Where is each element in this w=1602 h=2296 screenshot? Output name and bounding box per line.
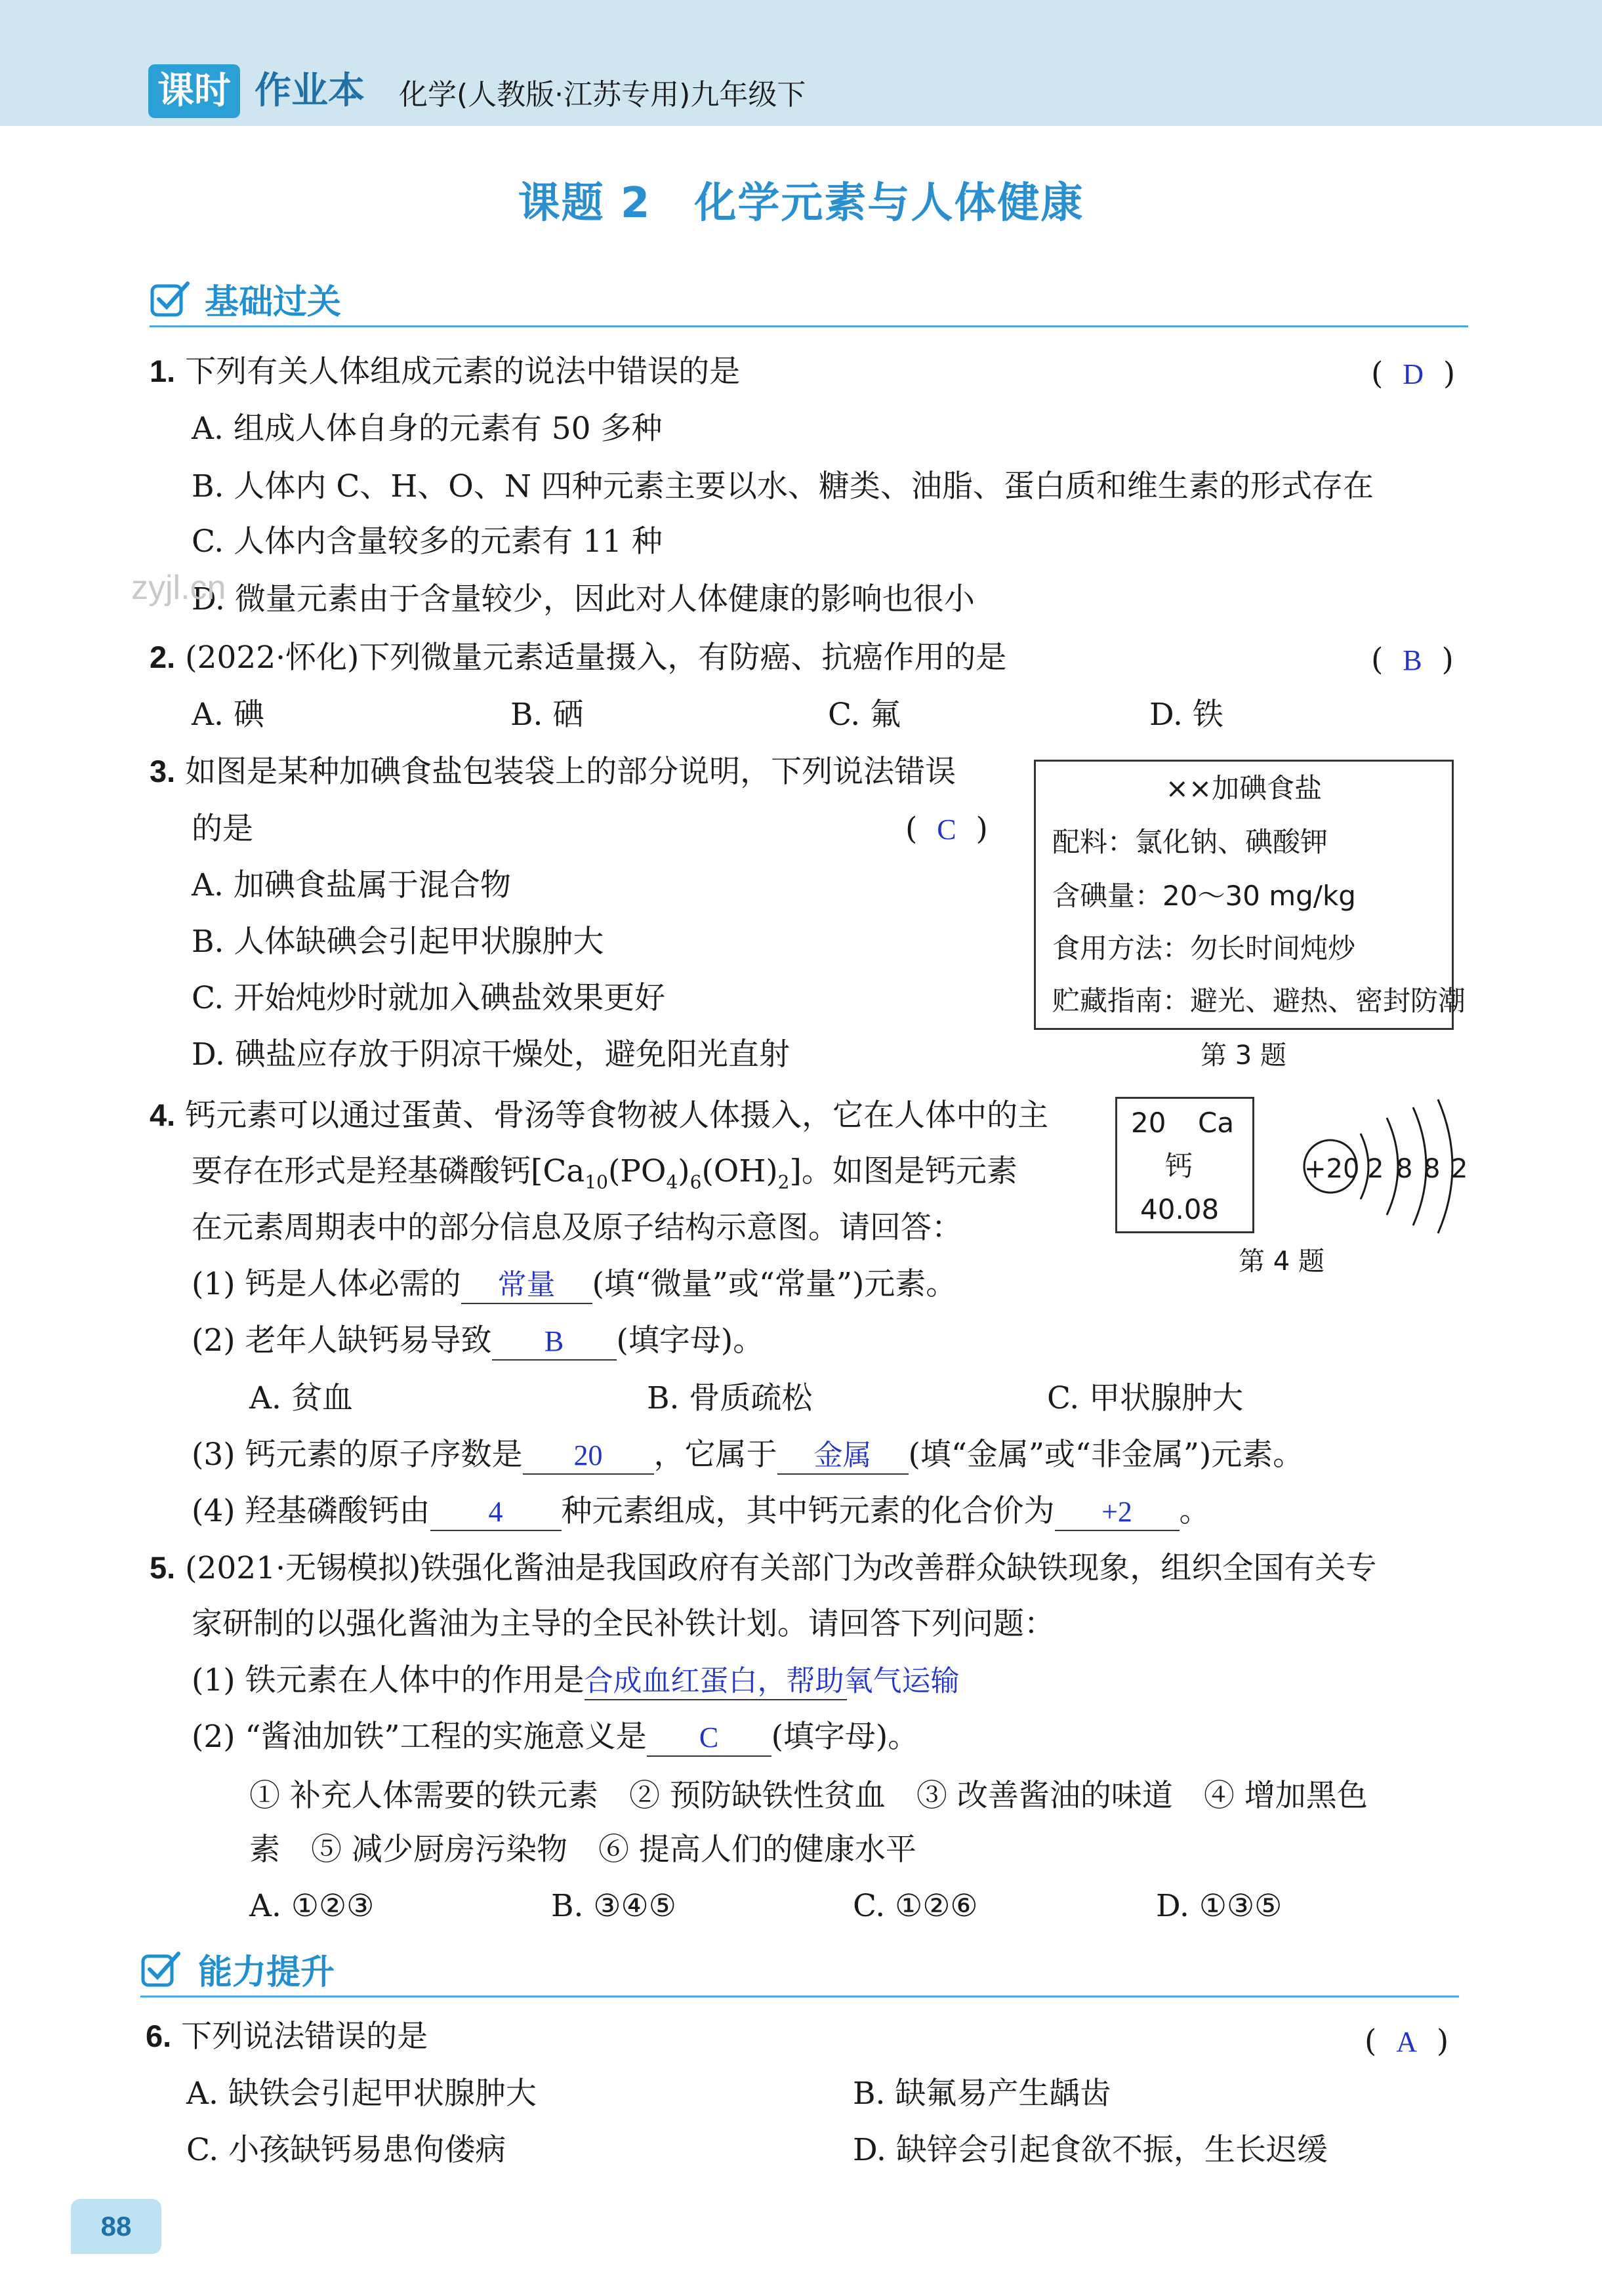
option-a: A. 缺铁会引起甲状腺肿大 bbox=[186, 2076, 537, 2112]
answer-bracket-q3: ( C ) bbox=[905, 811, 988, 847]
checkbox-icon bbox=[140, 1950, 182, 1992]
option-d: D. ①③⑤ bbox=[1156, 1888, 1283, 1924]
salt-label-line: 贮藏指南：避光、避热、密封防潮 bbox=[1052, 985, 1466, 1017]
question-4-formula-line: 要存在形式是羟基磷酸钙$[Ca_{10}(PO_4)_6(OH)_2]$。如图是钙元素 bbox=[192, 1153, 1017, 1193]
element-symbol: Ca bbox=[1198, 1107, 1235, 1139]
option-a: A. 加碘食盐属于混合物 bbox=[192, 867, 511, 903]
q4-part-3: (3) 钙元素的原子序数是 20 ，它属于 金属 (填“金属”或“非金属”)元素。 bbox=[192, 1435, 1304, 1475]
nucleus-charge: +20 bbox=[1304, 1154, 1360, 1184]
figure-caption: 第 4 题 bbox=[1239, 1246, 1325, 1277]
salt-label-line: 配料：氯化钠、碘酸钾 bbox=[1052, 826, 1328, 858]
q4-part-1: (1) 钙是人体必需的 常量 (填“微量”或“常量”)元素。 bbox=[192, 1265, 956, 1304]
question-5: 5. (2021·无锡模拟)铁强化酱油是我国政府有关部门为改善群众缺铁现象，组织全国有关专 bbox=[150, 1550, 1377, 1586]
figure-caption: 第 3 题 bbox=[1201, 1040, 1286, 1071]
shell-electrons: 8 bbox=[1424, 1154, 1441, 1184]
salt-label-line: 食用方法：勿长时间炖炒 bbox=[1052, 932, 1356, 964]
question-4: 4. 钙元素可以通过蛋黄、骨汤等食物被人体摄入，它在人体中的主 bbox=[150, 1097, 1049, 1134]
section-divider bbox=[150, 325, 1468, 327]
q5-items: ① 补充人体需要的铁元素 ② 预防缺铁性贫血 ③ 改善酱油的味道 ④ 增加黑色 bbox=[249, 1778, 1368, 1814]
question-2: 2. (2022·怀化)下列微量元素适量摄入，有防癌、抗癌作用的是 bbox=[150, 640, 1007, 676]
option-d: D. 微量元素由于含量较少，因此对人体健康的影响也很小 bbox=[192, 581, 975, 617]
answer-bracket-q6: ( A ) bbox=[1365, 2023, 1449, 2059]
option-c: C. 氟 bbox=[828, 697, 901, 733]
option-c: C. 开始炖炒时就加入碘盐效果更好 bbox=[192, 980, 666, 1016]
section-advanced-title: 能力提升 bbox=[198, 1953, 335, 1992]
question-4-cont: 在元素周期表中的部分信息及原子结构示意图。请回答： bbox=[192, 1210, 962, 1246]
salt-label-line: 含碘量：20～30 mg/kg bbox=[1052, 880, 1356, 912]
page-title: 课题 2 化学元素与人体健康 bbox=[518, 179, 1084, 228]
option-b: B. 骨质疏松 bbox=[647, 1380, 813, 1416]
answer-bracket-q2: ( B ) bbox=[1371, 642, 1454, 678]
checkbox-icon bbox=[150, 279, 192, 321]
option-d: D. 铁 bbox=[1149, 697, 1223, 733]
question-6: 6. 下列说法错误的是 bbox=[146, 2019, 428, 2055]
element-name: 钙 bbox=[1165, 1150, 1193, 1182]
option-b: B. ③④⑤ bbox=[551, 1888, 676, 1924]
q4-part-4: (4) 羟基磷酸钙由 4 种元素组成，其中钙元素的化合价为 +2 。 bbox=[192, 1492, 1210, 1531]
salt-label-title: ××加碘食盐 bbox=[1165, 772, 1323, 804]
q4-part-2: (2) 老年人缺钙易导致 B (填字母)。 bbox=[192, 1321, 764, 1361]
answer-bracket-q1: ( D ) bbox=[1371, 356, 1456, 392]
option-c: C. 甲状腺肿大 bbox=[1047, 1380, 1244, 1416]
question-1: 1. 下列有关人体组成元素的说法中错误的是 bbox=[150, 354, 741, 390]
section-divider bbox=[140, 1996, 1459, 1998]
section-basic-title: 基础过关 bbox=[205, 283, 342, 322]
atomic-mass: 40.08 bbox=[1140, 1193, 1220, 1225]
q5-part-1: (1) 铁元素在人体中的作用是合成血红蛋白，帮助氧气运输 bbox=[192, 1661, 847, 1700]
option-c: C. 人体内含量较多的元素有 11 种 bbox=[192, 523, 663, 560]
option-b: B. 缺氟易产生龋齿 bbox=[853, 2076, 1111, 2112]
option-a: A. 组成人体自身的元素有 50 多种 bbox=[192, 411, 663, 447]
option-a: A. 碘 bbox=[192, 697, 264, 733]
question-3-cont: 的是 bbox=[192, 811, 253, 847]
q5-items-cont: 素 ⑤ 减少厨房污染物 ⑥ 提高人们的健康水平 bbox=[249, 1832, 916, 1868]
option-b: B. 人体缺碘会引起甲状腺肿大 bbox=[192, 924, 604, 960]
option-d: D. 碘盐应存放于阴凉干燥处，避免阳光直射 bbox=[192, 1036, 790, 1073]
logo-text: 作业本 bbox=[255, 70, 365, 112]
option-a: A. ①②③ bbox=[249, 1888, 375, 1924]
watermark: zyjl.cn bbox=[131, 569, 226, 607]
shell-electrons: 2 bbox=[1451, 1154, 1468, 1184]
question-3: 3. 如图是某种加碘食盐包装袋上的部分说明，下列说法错误 bbox=[150, 754, 956, 790]
option-d: D. 缺锌会引起食欲不振，生长迟缓 bbox=[853, 2132, 1328, 2168]
shell-electrons: 2 bbox=[1367, 1154, 1384, 1184]
atomic-number: 20 bbox=[1131, 1107, 1166, 1139]
option-c: C. ①②⑥ bbox=[853, 1888, 978, 1924]
option-b: B. 硒 bbox=[510, 697, 584, 733]
question-5-cont: 家研制的以强化酱油为主导的全民补铁计划。请回答下列问题： bbox=[192, 1606, 1055, 1642]
shell-electrons: 8 bbox=[1396, 1154, 1413, 1184]
option-a: A. 贫血 bbox=[249, 1380, 353, 1416]
subject-label: 化学(人教版·江苏专用)九年级下 bbox=[399, 78, 806, 112]
logo-highlight: 课时 bbox=[148, 64, 240, 118]
q5-part-2: (2) “酱油加铁”工程的实施意义是 C (填字母)。 bbox=[192, 1717, 918, 1757]
page-number: 88 bbox=[71, 2199, 161, 2254]
option-b: B. 人体内 C、H、O、N 四种元素主要以水、糖类、油脂、蛋白质和维生素的形式存在 bbox=[192, 468, 1374, 504]
option-c: C. 小孩缺钙易患佝偻病 bbox=[186, 2132, 506, 2168]
